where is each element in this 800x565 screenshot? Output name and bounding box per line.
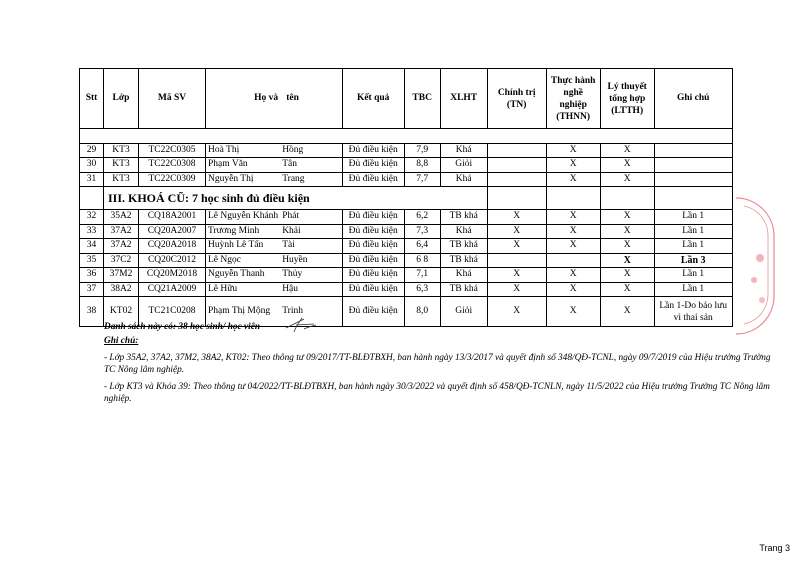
table-row — [80, 210, 733, 225]
notes-label: Ghi chú: — [104, 336, 139, 346]
given-name-cell: Phát — [280, 210, 342, 225]
student-id-cell: CQ20C2012 — [139, 253, 206, 268]
note-cell: Lần 1 — [654, 210, 732, 225]
politics-cell: X — [487, 210, 546, 225]
family-name-cell: Trương Minh — [206, 224, 281, 239]
gpa-cell: 7,7 — [404, 172, 440, 187]
section-empty-cell — [487, 187, 546, 210]
table-row — [80, 224, 733, 239]
section-empty-cell — [600, 187, 654, 210]
stt-cell: 34 — [80, 239, 104, 254]
practice-cell: X — [546, 224, 600, 239]
politics-cell: X — [487, 239, 546, 254]
stt-cell: 32 — [80, 210, 104, 225]
col-masv: Mã SV — [139, 69, 206, 129]
theory-cell: X — [600, 224, 654, 239]
col-lythuyet: Lý thuyết tổng hợp (LTTH) — [600, 69, 654, 129]
class-cell: KT3 — [104, 172, 139, 187]
gpa-cell: 6 8 — [404, 253, 440, 268]
stt-cell: 35 — [80, 253, 104, 268]
class-cell: 35A2 — [104, 210, 139, 225]
header-row — [80, 69, 733, 129]
gpa-cell: 7,1 — [404, 268, 440, 283]
politics-cell: X — [487, 224, 546, 239]
gpa-cell: 6,2 — [404, 210, 440, 225]
practice-cell: X — [546, 172, 600, 187]
result-cell: Đủ điều kiện — [342, 210, 404, 225]
politics-cell: X — [487, 282, 546, 297]
table-row — [80, 282, 733, 297]
result-cell: Đủ điều kiện — [342, 268, 404, 283]
note-cell: Lần 1 — [654, 282, 732, 297]
col-ghichu: Ghi chú — [654, 69, 732, 129]
class-cell: KT3 — [104, 143, 139, 158]
given-name-cell: Tân — [280, 158, 342, 173]
table-row — [80, 253, 733, 268]
student-id-cell: CQ18A2001 — [139, 210, 206, 225]
section-row — [80, 187, 733, 210]
note-cell: Lần 1 — [654, 239, 732, 254]
table-row — [80, 268, 733, 283]
col-ho: Họ và — [206, 69, 281, 129]
rank-cell: Khá — [440, 143, 487, 158]
family-name-cell: Nguyễn Thị — [206, 172, 281, 187]
col-tbc: TBC — [404, 69, 440, 129]
student-table — [79, 68, 733, 327]
gpa-cell: 6,3 — [404, 282, 440, 297]
stt-cell: 37 — [80, 282, 104, 297]
result-cell: Đủ điều kiện — [342, 224, 404, 239]
practice-cell: X — [546, 143, 600, 158]
stt-cell: 36 — [80, 268, 104, 283]
family-name-cell: Phạm Thị Mộng — [206, 297, 281, 327]
student-id-cell: TC22C0308 — [139, 158, 206, 173]
student-id-cell: TC22C0309 — [139, 172, 206, 187]
gpa-cell: 7,9 — [404, 143, 440, 158]
result-cell: Đủ điều kiện — [342, 253, 404, 268]
student-id-cell: TC22C0305 — [139, 143, 206, 158]
given-name-cell: Trang — [280, 172, 342, 187]
table-row — [80, 172, 733, 187]
note-item-1: - Lớp 35A2, 37A2, 37M2, 38A2, KT02: Theo thông tư 09/2017/TT-BLĐTBXH, ban hành ngày 13/3/2017 và quyết định số 348/QĐ-TCNL, ngày 09/7/2019 của Hiệu trưởng Trường TC Nông lâm nghiệp. — [104, 353, 771, 375]
note-cell: Lần 1 — [654, 224, 732, 239]
col-lop: Lớp — [104, 69, 139, 129]
family-name-cell: Lê Hữu — [206, 282, 281, 297]
rank-cell: TB khá — [440, 239, 487, 254]
family-name-cell: Nguyễn Thanh — [206, 268, 281, 283]
col-stt: Stt — [80, 69, 104, 129]
col-chinhtri: Chính trị (TN) — [487, 69, 546, 129]
practice-cell: X — [546, 239, 600, 254]
family-name-cell: Huỳnh Lê Tấn — [206, 239, 281, 254]
politics-cell: X — [487, 297, 546, 327]
rank-cell: Giỏi — [440, 297, 487, 327]
given-name-cell: Trinh — [280, 297, 342, 327]
class-cell: 37M2 — [104, 268, 139, 283]
gpa-cell: 6,4 — [404, 239, 440, 254]
note-item-2: - Lớp KT3 và Khóa 39: Theo thông tư 04/2022/TT-BLĐTBXH, ban hành ngày 30/3/2022 và quyết định số 458/QĐ-TCNLN, ngày 11/5/2022 của Hiệu trưởng Trường TC Nông lâm nghiệp. — [104, 382, 770, 404]
rank-cell: TB khá — [440, 210, 487, 225]
practice-cell: X — [546, 297, 600, 327]
table-row — [80, 158, 733, 173]
page-number: Trang 3 — [759, 543, 790, 553]
rank-cell: Khá — [440, 224, 487, 239]
family-name-cell: Lê Nguyễn Khánh — [206, 210, 281, 225]
theory-cell: X — [600, 253, 654, 268]
family-name-cell: Hoà Thị — [206, 143, 281, 158]
note-cell: Lần 1 — [654, 268, 732, 283]
family-name-cell: Lê Ngọc — [206, 253, 281, 268]
section-title: III. KHOÁ CŨ: 7 học sinh đủ điều kiện — [104, 187, 488, 210]
signature-mark — [284, 316, 318, 334]
table-row — [80, 239, 733, 254]
gpa-cell: 8,0 — [404, 297, 440, 327]
given-name-cell: Hồng — [280, 143, 342, 158]
rank-cell: Giỏi — [440, 158, 487, 173]
practice-cell: X — [546, 268, 600, 283]
politics-cell — [487, 172, 546, 187]
theory-cell: X — [600, 268, 654, 283]
note-cell — [654, 143, 732, 158]
politics-cell — [487, 158, 546, 173]
stt-cell: 33 — [80, 224, 104, 239]
student-table-sheet — [79, 68, 733, 327]
class-cell: 37C2 — [104, 253, 139, 268]
col-thuchanh: Thực hành nghề nghiệp (THNN) — [546, 69, 600, 129]
class-cell: KT02 — [104, 297, 139, 327]
theory-cell: X — [600, 239, 654, 254]
politics-cell: X — [487, 268, 546, 283]
given-name-cell: Tài — [280, 239, 342, 254]
stt-cell: 31 — [80, 172, 104, 187]
rank-cell: TB khá — [440, 253, 487, 268]
practice-cell — [546, 253, 600, 268]
note-cell: Lần 3 — [654, 253, 732, 268]
result-cell: Đủ điều kiện — [342, 239, 404, 254]
table-row — [80, 143, 733, 158]
notes-block — [104, 321, 776, 405]
col-ketqua: Kết quả — [342, 69, 404, 129]
student-id-cell: TC21C0208 — [139, 297, 206, 327]
politics-cell — [487, 143, 546, 158]
given-name-cell: Hậu — [280, 282, 342, 297]
note-cell — [654, 158, 732, 173]
stt-cell: 30 — [80, 158, 104, 173]
family-name-cell: Phạm Văn — [206, 158, 281, 173]
theory-cell: X — [600, 210, 654, 225]
given-name-cell: Thủy — [280, 268, 342, 283]
practice-cell: X — [546, 158, 600, 173]
class-cell: 38A2 — [104, 282, 139, 297]
result-cell: Đủ điều kiện — [342, 297, 404, 327]
gpa-cell: 7,3 — [404, 224, 440, 239]
result-cell: Đủ điều kiện — [342, 158, 404, 173]
given-name-cell: Khải — [280, 224, 342, 239]
rank-cell: TB khá — [440, 282, 487, 297]
class-cell: 37A2 — [104, 239, 139, 254]
student-id-cell: CQ20A2018 — [139, 239, 206, 254]
theory-cell: X — [600, 143, 654, 158]
student-id-cell: CQ20A2007 — [139, 224, 206, 239]
theory-cell: X — [600, 158, 654, 173]
practice-cell: X — [546, 282, 600, 297]
col-xlht: XLHT — [440, 69, 487, 129]
stt-cell: 38 — [80, 297, 104, 327]
result-cell: Đủ điều kiện — [342, 282, 404, 297]
theory-cell: X — [600, 297, 654, 327]
rank-cell: Khá — [440, 172, 487, 187]
result-cell: Đủ điều kiện — [342, 172, 404, 187]
given-name-cell: Huyền — [280, 253, 342, 268]
politics-cell — [487, 253, 546, 268]
section-empty-cell — [654, 187, 732, 210]
class-cell: KT3 — [104, 158, 139, 173]
rank-cell: Khá — [440, 268, 487, 283]
student-id-cell: CQ21A2009 — [139, 282, 206, 297]
gpa-cell: 8,8 — [404, 158, 440, 173]
stt-cell: 29 — [80, 143, 104, 158]
student-count: Danh sách này có: 38 học sinh/ học viên — [104, 322, 260, 332]
col-ten: tên — [280, 69, 342, 129]
practice-cell: X — [546, 210, 600, 225]
student-id-cell: CQ20M2018 — [139, 268, 206, 283]
result-cell: Đủ điều kiện — [342, 143, 404, 158]
theory-cell: X — [600, 282, 654, 297]
class-cell: 37A2 — [104, 224, 139, 239]
section-stt-cell — [80, 187, 104, 210]
note-cell: Lần 1-Do bảo lưu vì thai sản — [654, 297, 732, 327]
section-empty-cell — [546, 187, 600, 210]
theory-cell: X — [600, 172, 654, 187]
note-cell — [654, 172, 732, 187]
